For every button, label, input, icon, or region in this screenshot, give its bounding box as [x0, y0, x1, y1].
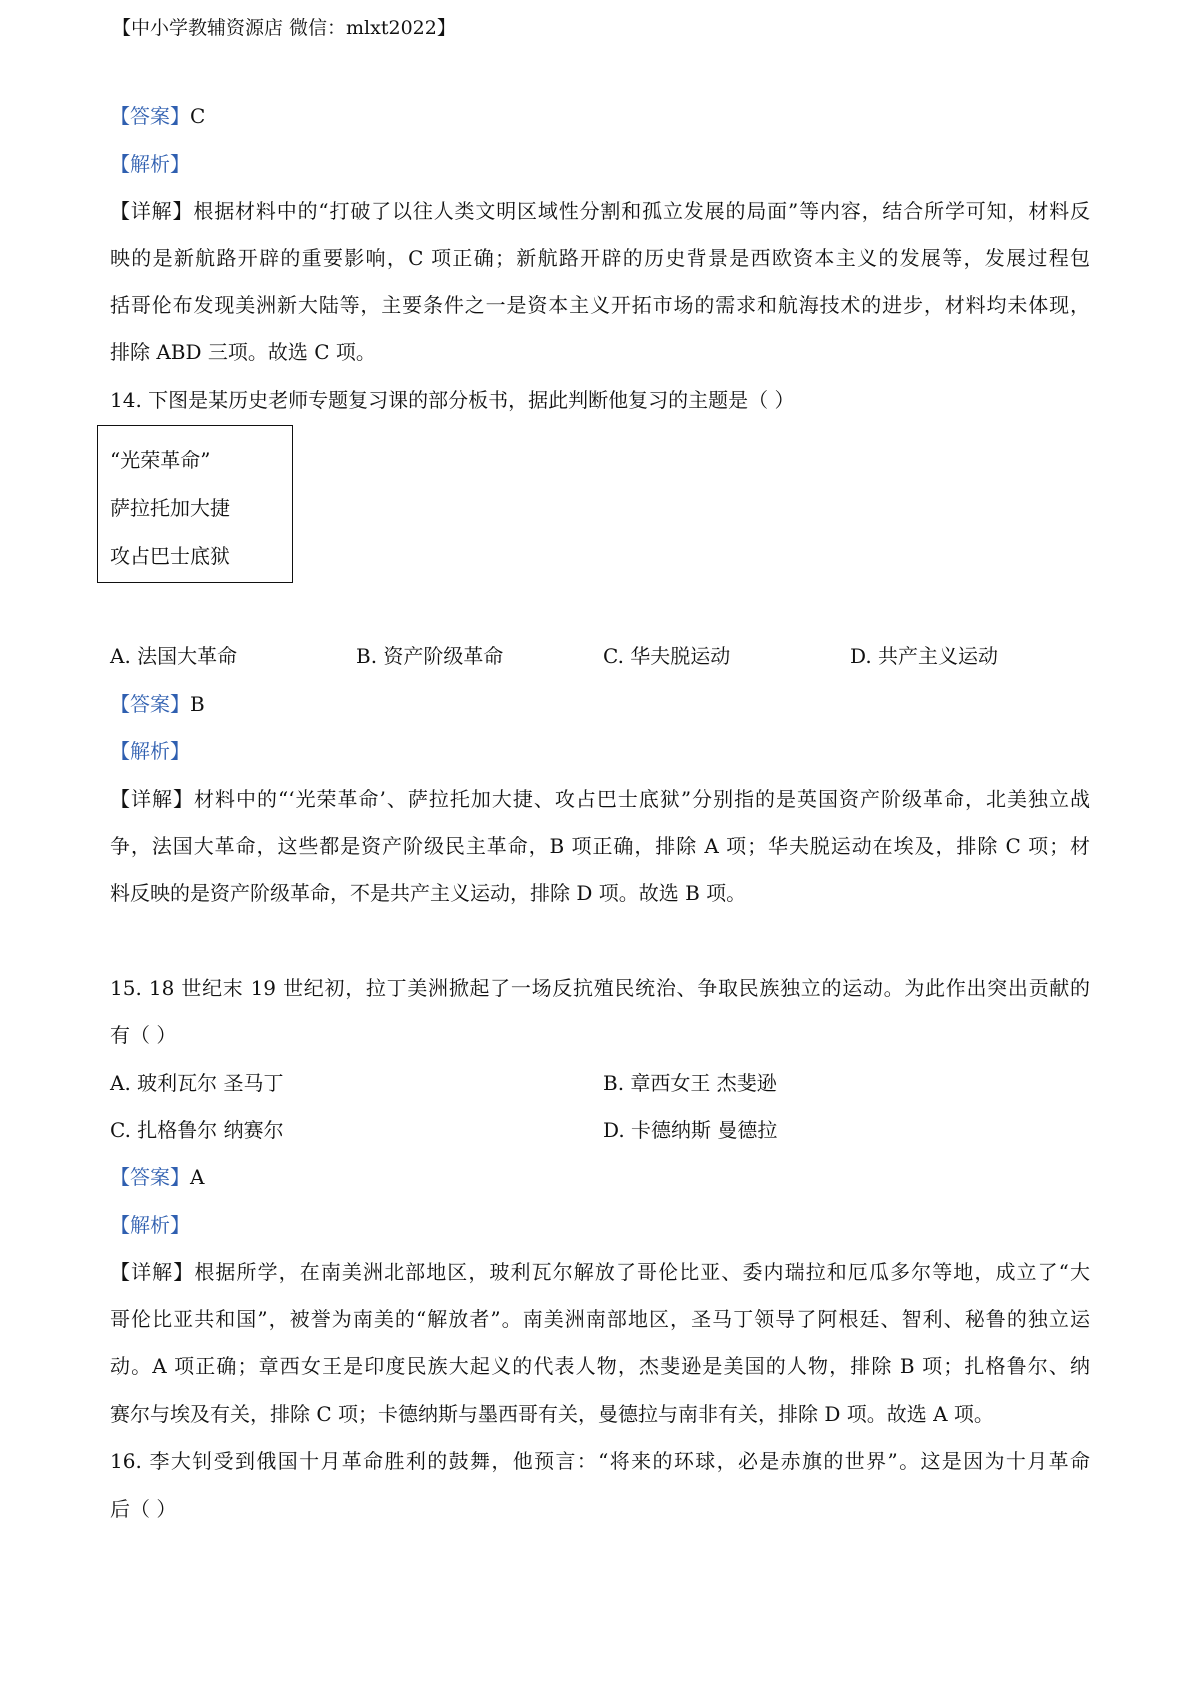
answer-label: 【答案】: [110, 692, 190, 716]
q15-answer-line: [110, 1163, 204, 1191]
answer-label: 【答案】: [110, 104, 190, 128]
q13-detail-line: 映的是新航路开辟的重要影响，C 项正确；新航路开辟的历史背景是西欧资本主义的发展等，发展过程包: [110, 246, 1090, 270]
q15-stem: 有（ ）: [110, 1023, 177, 1047]
q13-detail-line: [110, 197, 1090, 225]
q14-detail-line: 争，法国大革命，这些都是资产阶级民主革命，B 项正确，排除 A 项；华夫脱运动在埃及，排除 C 项；材: [110, 834, 1090, 858]
q16-stem: 后（ ）: [110, 1497, 177, 1521]
q14-option-b: B. 资产阶级革命: [356, 644, 504, 668]
q15-detail-line: 动。A 项正确；章西女王是印度民族大起义的代表人物，杰斐逊是美国的人物，排除 B 项；扎格鲁尔、纳: [110, 1354, 1090, 1378]
q15-option-b: B. 章西女王 杰斐逊: [603, 1071, 777, 1095]
q14-answer-line: [110, 690, 205, 718]
q13-detail-line: 排除 ABD 三项。故选 C 项。: [110, 340, 376, 364]
q16-stem: 16. 李大钊受到俄国十月革命胜利的鼓舞，他预言：“将来的环球，必是赤旗的世界”。这是因为十月革命: [110, 1449, 1090, 1473]
detail-label: 【详解】: [110, 787, 194, 811]
q14-stem: 14. 下图是某历史老师专题复习课的部分板书，据此判断他复习的主题是（ ）: [110, 388, 795, 412]
board-item: “光荣革命”: [110, 448, 211, 472]
q15-detail-line: [110, 1258, 1090, 1286]
answer-value: A: [190, 1165, 205, 1189]
q15-option-c: C. 扎格鲁尔 纳赛尔: [110, 1118, 284, 1142]
q13-analysis-label: 【解析】: [110, 152, 190, 176]
detail-label: 【详解】: [110, 1260, 195, 1284]
answer-label: 【答案】: [110, 1165, 190, 1189]
q15-option-d: D. 卡德纳斯 曼德拉: [603, 1118, 778, 1142]
q14-detail-line: 料反映的是资产阶级革命，不是共产主义运动，排除 D 项。故选 B 项。: [110, 881, 747, 905]
answer-value: B: [190, 692, 205, 716]
q15-option-a: A. 玻利瓦尔 圣马丁: [110, 1071, 284, 1095]
q15-detail-line: 哥伦比亚共和国”，被誉为南美的“解放者”。南美洲南部地区，圣马丁领导了阿根廷、智利、秘鲁的独立运: [110, 1307, 1090, 1331]
answer-value: C: [190, 104, 206, 128]
q14-detail-line: [110, 785, 1090, 813]
q13-detail-line: 括哥伦布发现美洲新大陆等，主要条件之一是资本主义开拓市场的需求和航海技术的进步，材料均未体现，: [110, 293, 1090, 317]
detail-text: 材料中的“‘光荣革命’、萨拉托加大捷、攻占巴士底狱”分别指的是英国资产阶级革命，北美独立战: [194, 787, 1091, 811]
q15-stem: 15. 18 世纪末 19 世纪初，拉丁美洲掀起了一场反抗殖民统治、争取民族独立的运动。为此作出突出贡献的: [110, 976, 1090, 1000]
q13-answer-line: [110, 102, 205, 130]
q15-detail-line: 赛尔与埃及有关，排除 C 项；卡德纳斯与墨西哥有关，曼德拉与南非有关，排除 D 项。故选 A 项。: [110, 1402, 994, 1426]
board-item: 萨拉托加大捷: [110, 496, 230, 520]
board-item: 攻占巴士底狱: [110, 544, 230, 568]
q15-analysis-label: 【解析】: [110, 1213, 190, 1237]
q14-option-c: C. 华夫脱运动: [603, 644, 731, 668]
q14-analysis-label: 【解析】: [110, 739, 190, 763]
q14-option-d: D. 共产主义运动: [850, 644, 999, 668]
q14-board-box: [97, 425, 293, 583]
page-header: 【中小学教辅资源店 微信：mlxt2022】: [112, 17, 456, 39]
detail-text: 根据所学，在南美洲北部地区，玻利瓦尔解放了哥伦比亚、委内瑞拉和厄瓜多尔等地，成立了“大: [194, 1260, 1090, 1284]
detail-text: 根据材料中的“打破了以往人类文明区域性分割和孤立发展的局面”等内容，结合所学可知，材料反: [193, 199, 1091, 223]
detail-label: 【详解】: [110, 199, 194, 223]
q14-option-a: A. 法国大革命: [110, 644, 238, 668]
